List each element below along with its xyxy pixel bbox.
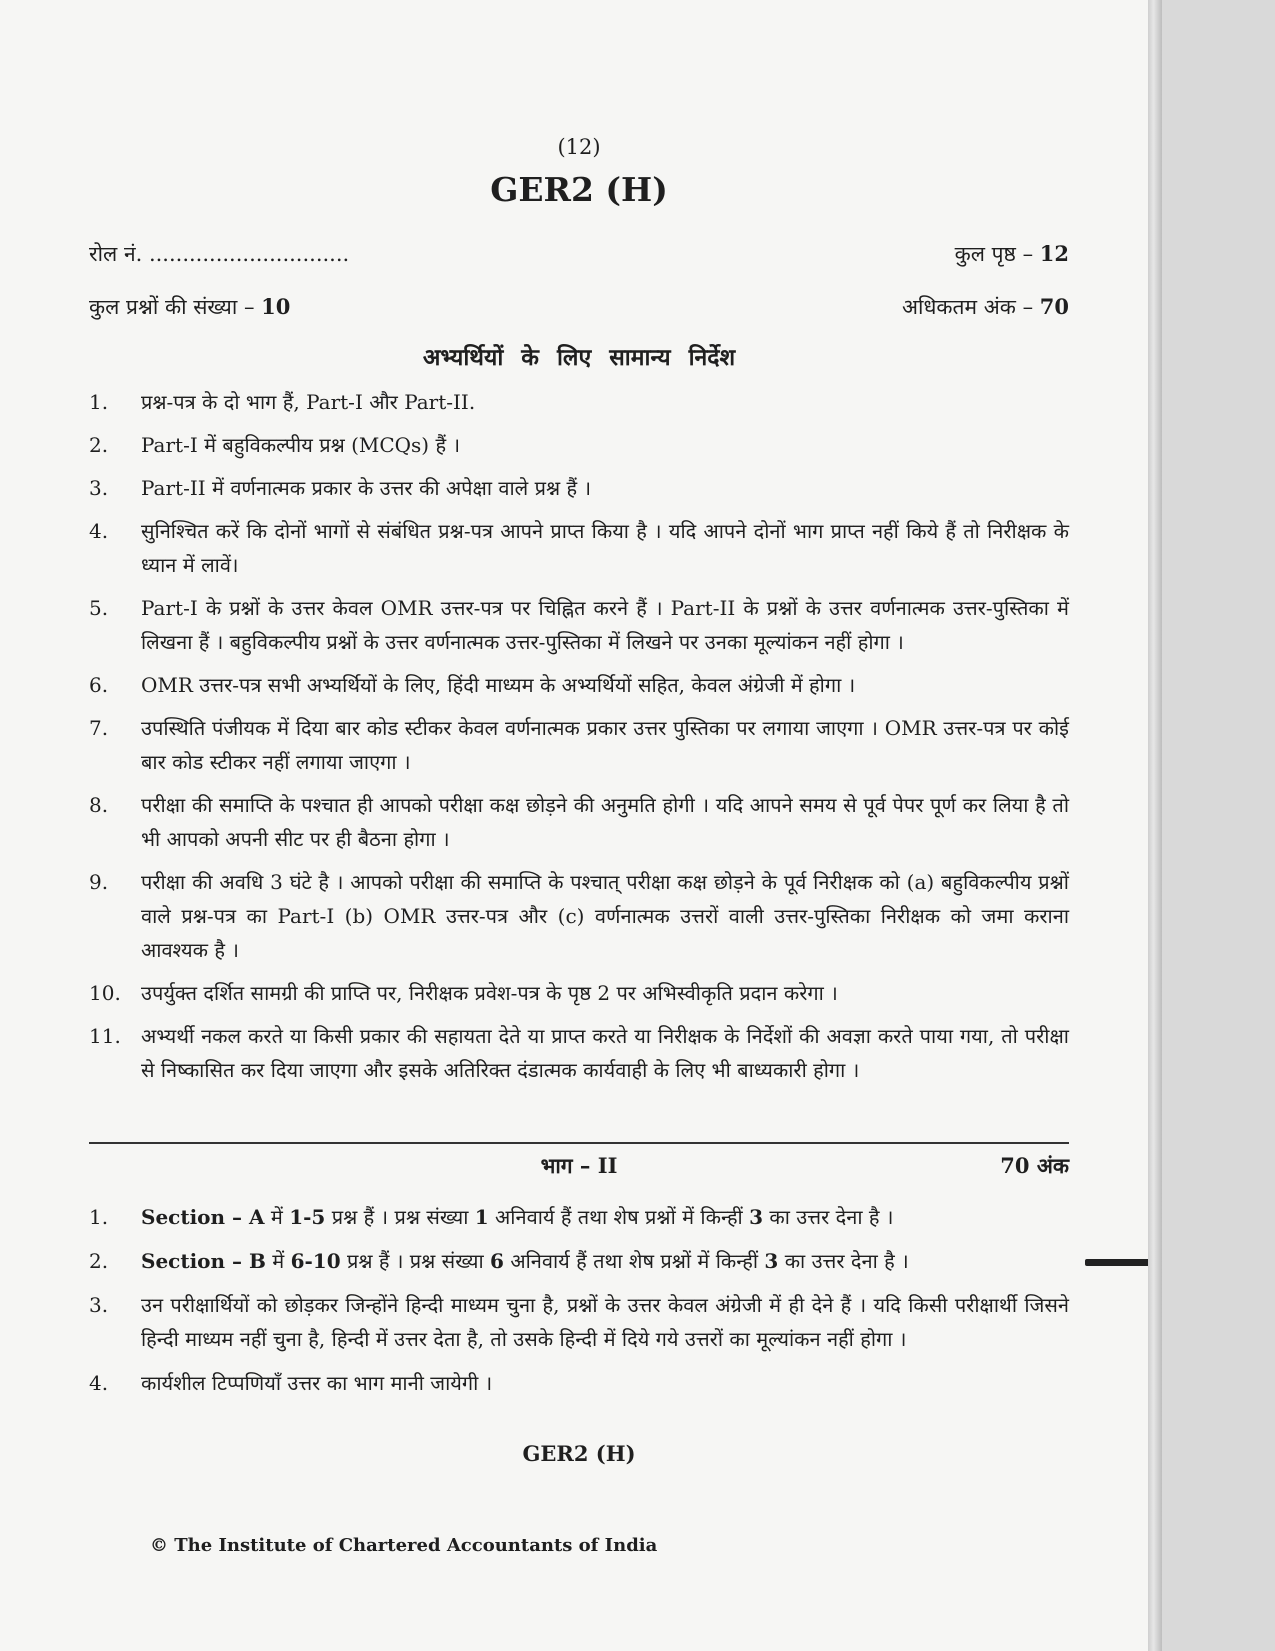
list-item (89, 1366, 1069, 1400)
item-number: 4. (89, 519, 109, 543)
questions-to-answer: 3 (764, 1249, 779, 1273)
item-number: 3. (89, 1293, 109, 1317)
text-fragment: का उत्तर देना है । (763, 1205, 894, 1229)
text-fragment: प्रश्न हैं । प्रश्न संख्या (325, 1205, 475, 1229)
item-number: 3. (89, 476, 109, 500)
item-number: 1. (89, 390, 109, 414)
item-text: Part-I के प्रश्नों के उत्तर केवल OMR उत्तर-पत्र पर चिह्नित करने हैं । Part-II के प्रश्नों के उत्तर वर्णनात्मक उत्तर-पुस्तिका में लिखना हैं । बहुविकल्पीय प्रश्नों के उत्तर वर्णनात्मक उत्तर-पुस्तिका में लिखने पर उनका मूल्यांकन नहीं होगा । (141, 596, 1069, 654)
list-item (89, 591, 1069, 659)
section-name: Section – A (141, 1205, 265, 1229)
text-fragment: का उत्तर देना है । (778, 1249, 909, 1273)
total-pages-label: कुल पृष्ठ – (954, 242, 1040, 266)
item-number: 5. (89, 596, 109, 620)
text-fragment: में (264, 1205, 290, 1229)
questions-to-answer: 3 (749, 1205, 764, 1229)
text-fragment: अनिवार्य हैं तथा शेष प्रश्नों में किन्हीं (503, 1249, 765, 1273)
compulsory-question: 1 (474, 1205, 489, 1229)
section-divider (89, 1142, 1069, 1144)
item-number: 4. (89, 1371, 109, 1395)
max-marks-value: 70 (1039, 294, 1069, 319)
total-pages-value: 12 (1039, 241, 1069, 266)
list-item (89, 1244, 1069, 1278)
general-instructions-list (89, 385, 1069, 1096)
item-text: अभ्यर्थी नकल करते या किसी प्रकार की सहायता देते या प्राप्त करते या निरीक्षक के निर्देशों की अवज्ञा करते पाया गया, तो परीक्षा से निष्कासित कर दिया जाएगा और इसके अतिरिक्त दंडात्मक कार्यवाही के लिए भी बाध्यकारी होगा । (141, 1024, 1069, 1082)
list-item (89, 711, 1069, 779)
item-number: 7. (89, 716, 109, 740)
item-number: 10. (89, 981, 121, 1005)
total-questions-value: 10 (261, 294, 291, 319)
list-item (89, 471, 1069, 505)
item-text: परीक्षा की समाप्ति के पश्चात ही आपको परीक्षा कक्ष छोड़ने की अनुमति होगी । यदि आपने समय से पूर्व पेपर पूर्ण कर लिया है तो भी आपको अपनी सीट पर ही बैठना होगा । (141, 793, 1069, 851)
total-pages (955, 240, 1069, 268)
text-fragment: में (265, 1249, 291, 1273)
roll-number-field: रोल नं. .............................. (89, 242, 350, 266)
page-edge-shadow (1148, 0, 1162, 1651)
item-number: 9. (89, 870, 109, 894)
question-range: 6-10 (290, 1249, 341, 1273)
total-questions-label: कुल प्रश्नों की संख्या – (89, 295, 262, 319)
item-text: उपर्युक्त दर्शित सामग्री की प्राप्ति पर, निरीक्षक प्रवेश-पत्र के पृष्ठ 2 पर अभिस्वीकृति प्रदान करेगा । (141, 981, 838, 1005)
part-two-marks: 70 अंक (1000, 1153, 1069, 1178)
item-text: प्रश्न-पत्र के दो भाग हैं, Part-I और Part-II. (141, 390, 476, 414)
list-item (89, 865, 1069, 967)
list-item (89, 1288, 1069, 1356)
total-questions (89, 293, 290, 321)
item-number: 1. (89, 1205, 109, 1229)
item-text: कार्यशील टिप्पणियाँ उत्तर का भाग मानी जायेगी । (141, 1371, 493, 1395)
paper-code: GER2 (H) (490, 170, 668, 209)
max-marks (902, 293, 1069, 321)
general-instructions-title: अभ्यर्थियों के लिए सामान्य निर्देश (422, 344, 736, 371)
item-text (141, 1244, 1069, 1278)
item-text: परीक्षा की अवधि 3 घंटे है । आपको परीक्षा की समाप्ति के पश्चात् परीक्षा कक्ष छोड़ने के पूर्व निरीक्षक को (a) बहुविकल्पीय प्रश्नों वाले प्रश्न-पत्र का Part-I (b) OMR उत्तर-पत्र और (c) वर्णनात्मक उत्तरों वाली उत्तर-पुस्तिका निरीक्षक को जमा कराना आवश्यक है । (141, 870, 1069, 962)
text-fragment: प्रश्न हैं । प्रश्न संख्या (340, 1249, 491, 1273)
compulsory-question: 6 (490, 1249, 504, 1273)
item-text: Part-II में वर्णनात्मक प्रकार के उत्तर की अपेक्षा वाले प्रश्न हैं । (141, 476, 592, 500)
item-number: 11. (89, 1024, 121, 1048)
meta-row-1 (89, 240, 1069, 268)
part-two-title: भाग – II (540, 1153, 618, 1178)
section-name: Section – B (141, 1249, 266, 1273)
item-number: 6. (89, 673, 109, 697)
item-text: Part-I में बहुविकल्पीय प्रश्न (MCQs) हैं । (141, 433, 461, 457)
meta-row-2 (89, 293, 1069, 321)
item-number: 2. (89, 433, 109, 457)
list-item (89, 1019, 1069, 1087)
question-range: 1-5 (289, 1205, 326, 1229)
list-item (89, 668, 1069, 702)
max-marks-label: अधिकतम अंक – (902, 295, 1040, 319)
list-item (89, 1200, 1069, 1234)
item-text (141, 1200, 1069, 1234)
item-text: उपस्थिति पंजीयक में दिया बार कोड स्टीकर केवल वर्णनात्मक प्रकार उत्तर पुस्तिका पर लगाया जाएगा । OMR उत्तर-पत्र पर कोई बार कोड स्टीकर नहीं लगाया जाएगा । (141, 716, 1069, 774)
item-text: उन परीक्षार्थियों को छोड़कर जिन्होंने हिन्दी माध्यम चुना है, प्रश्नों के उत्तर केवल अंग्रेजी में ही देने हैं । यदि किसी परीक्षार्थी जिसने हिन्दी माध्यम नहीं चुना है, हिन्दी में उत्तर देता है, तो उसके हिन्दी में दिये गये उत्तरों का मूल्यांकन नहीं होगा । (141, 1293, 1069, 1351)
list-item (89, 385, 1069, 419)
list-item (89, 428, 1069, 462)
footer-paper-code: GER2 (H) (522, 1441, 636, 1466)
item-number: 8. (89, 793, 109, 817)
part-two-instructions-list (89, 1200, 1069, 1410)
page-number: (12) (557, 135, 601, 159)
text-fragment: अनिवार्य हैं तथा शेष प्रश्नों में किन्हीं (488, 1205, 750, 1229)
copyright-notice: © The Institute of Chartered Accountants of India (150, 1535, 658, 1556)
item-text: OMR उत्तर-पत्र सभी अभ्यर्थियों के लिए, हिंदी माध्यम के अभ्यर्थियों सहित, केवल अंग्रेजी में होगा । (141, 673, 856, 697)
list-item (89, 976, 1069, 1010)
list-item (89, 788, 1069, 856)
item-text: सुनिश्चित करें कि दोनों भागों से संबंधित प्रश्न-पत्र आपने प्राप्त किया है । यदि आपने दोनों भाग प्राप्त नहीं किये हैं तो निरीक्षक के ध्यान में लावें। (141, 519, 1069, 577)
list-item (89, 514, 1069, 582)
item-number: 2. (89, 1249, 109, 1273)
